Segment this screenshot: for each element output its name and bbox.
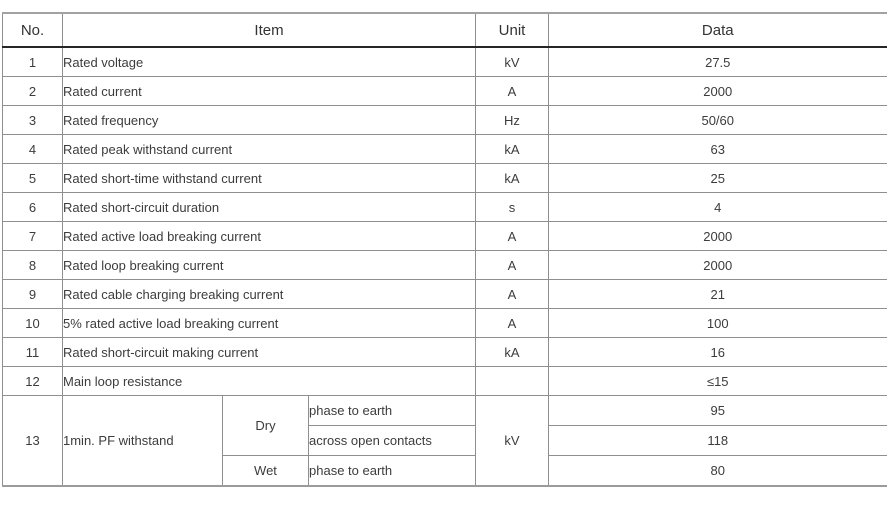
row-item: Rated short-time withstand current <box>63 164 476 193</box>
row-unit: A <box>476 280 549 309</box>
row-no: 7 <box>3 222 63 251</box>
table-row <box>3 106 887 135</box>
table-row <box>3 280 887 309</box>
row-unit: A <box>476 222 549 251</box>
row-unit: Hz <box>476 106 549 135</box>
row-no: 9 <box>3 280 63 309</box>
row-data: 2000 <box>549 77 887 106</box>
row-data: 80 <box>549 456 887 487</box>
row-data: 50/60 <box>549 106 887 135</box>
table-row <box>3 309 887 338</box>
column-header-no: No. <box>3 13 63 47</box>
row-item: Rated short-circuit making current <box>63 338 476 367</box>
row-unit <box>476 367 549 396</box>
row-no: 8 <box>3 251 63 280</box>
row-no: 13 <box>3 396 63 487</box>
row-no: 10 <box>3 309 63 338</box>
row-unit: A <box>476 251 549 280</box>
row-unit: kA <box>476 338 549 367</box>
table-row <box>3 77 887 106</box>
row-data: 95 <box>549 396 887 426</box>
row-data: 4 <box>549 193 887 222</box>
row-no: 5 <box>3 164 63 193</box>
row-unit: s <box>476 193 549 222</box>
column-header-unit: Unit <box>476 13 549 47</box>
row-data: 25 <box>549 164 887 193</box>
row-data: ≤15 <box>549 367 887 396</box>
table-row-13-dry-phase-to-earth <box>3 396 887 426</box>
row-item: Rated peak withstand current <box>63 135 476 164</box>
column-header-item: Item <box>63 13 476 47</box>
row-item: Rated loop breaking current <box>63 251 476 280</box>
row-item: Rated active load breaking current <box>63 222 476 251</box>
row-item: Rated voltage <box>63 47 476 77</box>
row-unit: kA <box>476 164 549 193</box>
row-no: 2 <box>3 77 63 106</box>
row-data: 118 <box>549 426 887 456</box>
condition-cell-wet: Wet <box>223 456 309 487</box>
row-item: Rated frequency <box>63 106 476 135</box>
row-data: 21 <box>549 280 887 309</box>
spec-table <box>2 12 887 487</box>
table-row <box>3 135 887 164</box>
row-unit: A <box>476 309 549 338</box>
row-no: 4 <box>3 135 63 164</box>
table-row <box>3 367 887 396</box>
table-row <box>3 47 887 77</box>
row-item: 1min. PF withstand <box>63 396 223 487</box>
row-no: 11 <box>3 338 63 367</box>
row-data: 2000 <box>549 251 887 280</box>
row-item: Main loop resistance <box>63 367 476 396</box>
row-no: 1 <box>3 47 63 77</box>
row-unit: kV <box>476 47 549 77</box>
mode-cell: phase to earth <box>309 396 476 426</box>
row-no: 12 <box>3 367 63 396</box>
row-unit: A <box>476 77 549 106</box>
mode-cell: across open contacts <box>309 426 476 456</box>
row-data: 2000 <box>549 222 887 251</box>
row-unit: kV <box>476 396 549 487</box>
row-data: 100 <box>549 309 887 338</box>
row-data: 27.5 <box>549 47 887 77</box>
header-row <box>3 13 887 47</box>
row-no: 6 <box>3 193 63 222</box>
row-item: Rated short-circuit duration <box>63 193 476 222</box>
row-data: 63 <box>549 135 887 164</box>
condition-cell-dry: Dry <box>223 396 309 456</box>
row-unit: kA <box>476 135 549 164</box>
mode-cell: phase to earth <box>309 456 476 487</box>
row-data: 16 <box>549 338 887 367</box>
table-row <box>3 164 887 193</box>
row-item: Rated current <box>63 77 476 106</box>
table-row <box>3 193 887 222</box>
table-row <box>3 222 887 251</box>
table-row <box>3 338 887 367</box>
column-header-data: Data <box>549 13 887 47</box>
row-item: Rated cable charging breaking current <box>63 280 476 309</box>
table-row <box>3 251 887 280</box>
row-no: 3 <box>3 106 63 135</box>
row-item: 5% rated active load breaking current <box>63 309 476 338</box>
